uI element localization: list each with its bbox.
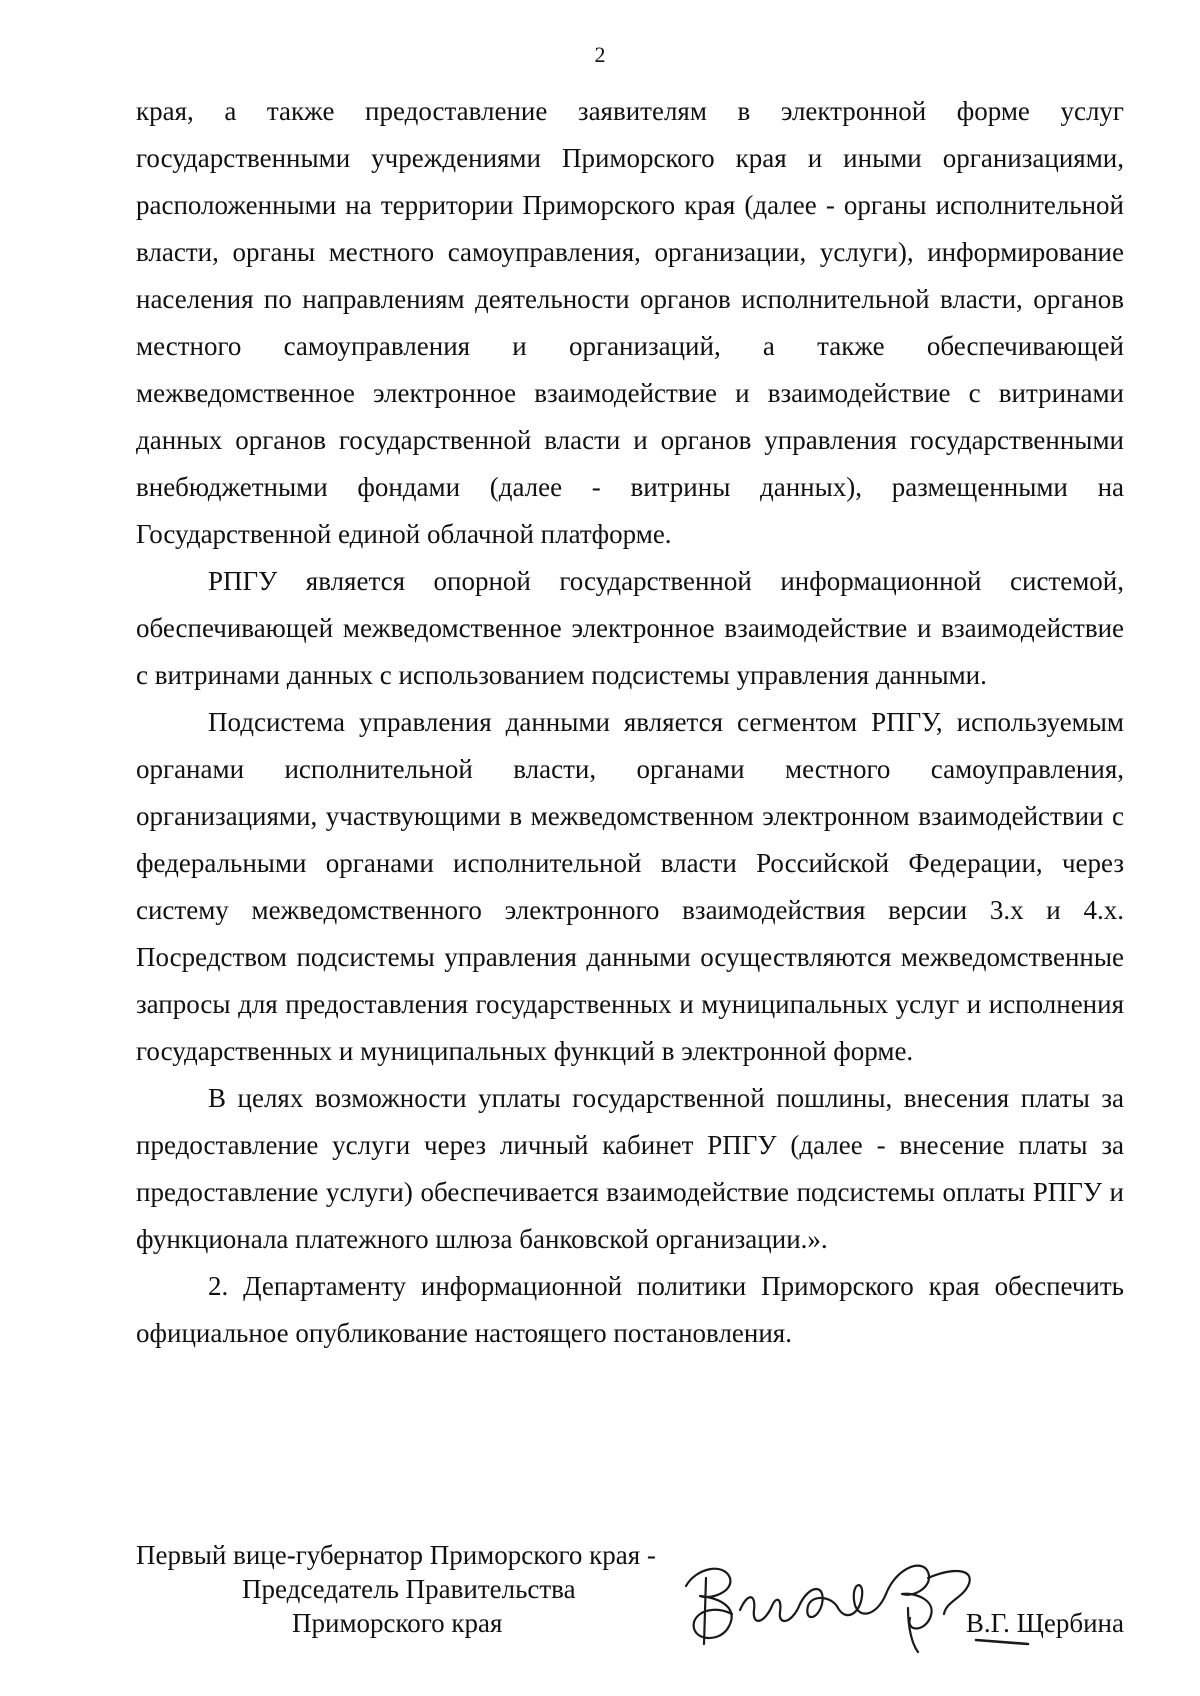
signatory-position-line-1: Первый вице-губернатор Приморского края -: [136, 1540, 656, 1570]
paragraph-data-management-subsystem: Подсистема управления данными является сегментом РПГУ, используемым органами исполнительной власти, органами местного самоуправления, организациями, участвующими в межведомственном электронном взаимодействии с федеральными органами исполнительной власти Российской Федерации, через систему межведомственного электронного взаимодействия версии 3.х и 4.х. Посредством подсистемы управления данными осуществляются межведомственные запросы для предоставления государственных и муниципальных услуг и исполнения государственных и муниципальных функций в электронной форме.: [136, 707, 1124, 1066]
paragraph-continuation: края, а также предоставление заявителям в электронной форме услуг государственными учреждениями Приморского края и иными организациями, расположенными на территории Приморского края (далее - органы исполнительной власти, органы местного самоуправления, организации, услуги), информирование населения по направлениям деятельности органов исполнительной власти, органов местного самоуправления и организаций, а также обеспечивающей межведомственное электронное взаимодействие и взаимодействие с витринами данных органов государственной власти и органов управления государственными внебюджетными фондами (далее - витрины данных), размещенными на Государственной единой облачной платформе.: [136, 96, 1124, 549]
paragraph-payment-subsystem: В целях возможности уплаты государственной пошлины, внесения платы за предоставление услуги через личный кабинет РПГУ (далее - внесение платы за предоставление услуги) обеспечивается взаимодействие подсистемы оплаты РПГУ и функционала платежного шлюза банковской организации.».: [136, 1083, 1124, 1254]
signature-block: [136, 1538, 1124, 1668]
handwritten-signature: [676, 1548, 1036, 1658]
paragraph-publication-order: 2. Департаменту информационной политики Приморского края обеспечить официальное опубликование настоящего постановления.: [136, 1271, 1124, 1348]
signatory-name: В.Г. Щербина: [965, 1608, 1124, 1638]
signatory-position-line-2: Председатель Правительства: [242, 1574, 576, 1604]
signatory-position-line-3: Приморского края: [292, 1608, 503, 1638]
paragraph-rpgu-core-system: РПГУ является опорной государственной информационной системой, обеспечивающей межведомственное электронное взаимодействие и взаимодействие с витринами данных с использованием подсистемы управления данными.: [136, 566, 1124, 690]
page-number: 2: [594, 42, 606, 67]
document-body: [136, 88, 1124, 1357]
